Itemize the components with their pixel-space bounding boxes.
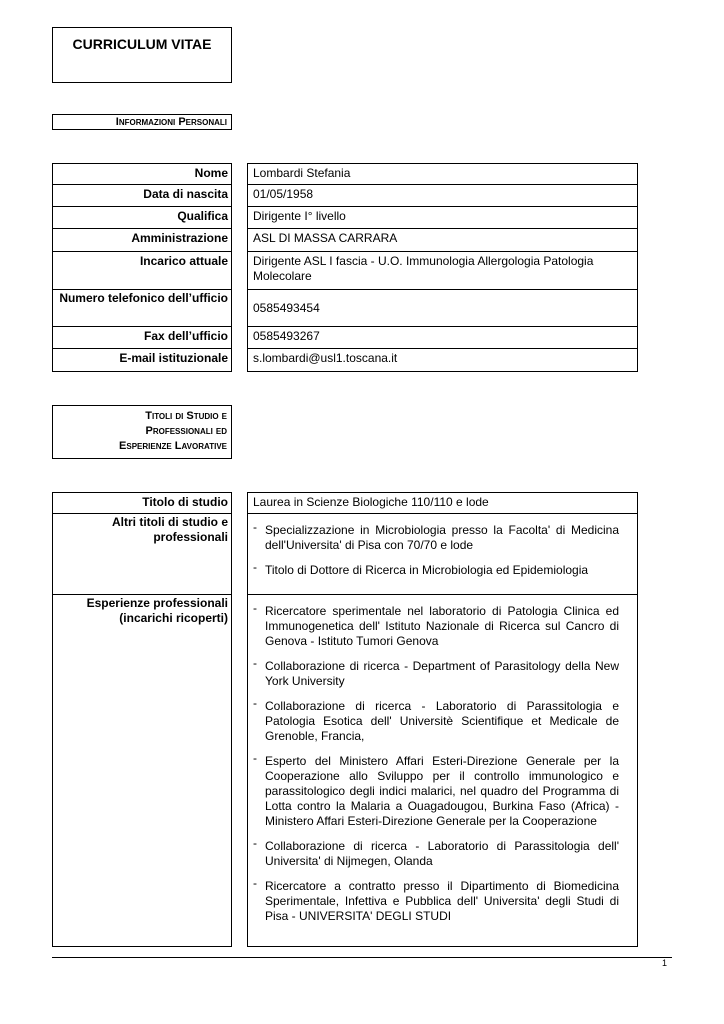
row-value-telefono: 0585493454 [247, 290, 638, 327]
table-row [52, 163, 638, 185]
section-heading-line: Professionali ed [145, 425, 227, 437]
table-row [52, 327, 638, 349]
row-value-qualifica: Dirigente I° livello [247, 207, 638, 229]
row-label-altri-titoli: Altri titoli di studio e professionali [52, 514, 232, 595]
table-row [52, 349, 638, 372]
cv-title-box [52, 27, 232, 83]
row-value-data-nascita: 01/05/1958 [247, 185, 638, 207]
table-row [52, 185, 638, 207]
row-label-fax: Fax dell’ufficio [52, 327, 232, 349]
list-item: - Collaborazione di ricerca - Department of Parasitology della New York University [253, 659, 619, 689]
table-row [52, 514, 638, 595]
row-label-nome: Nome [52, 163, 232, 185]
page-number: 1 [662, 958, 668, 968]
row-label-telefono: Numero telefonico dell’ufficio [52, 290, 232, 327]
section-heading-line: Esperienze Lavorative [119, 440, 227, 452]
table-row [52, 492, 638, 514]
section-heading-personal: Informazioni Personali [52, 114, 232, 130]
row-value-email: s.lombardi@usl1.toscana.it [247, 349, 638, 372]
row-label-titolo-studio: Titolo di studio [52, 492, 232, 514]
row-value-amministrazione: ASL DI MASSA CARRARA [247, 229, 638, 252]
list-item: - Titolo di Dottore di Ricerca in Microbiologia ed Epidemiologia [253, 563, 619, 578]
row-value-incarico: Dirigente ASL I fascia - U.O. Immunologia Allergologia Patologia Molecolare [247, 252, 638, 290]
row-label-incarico: Incarico attuale [52, 252, 232, 290]
table-row [52, 207, 638, 229]
section-heading-titles [52, 405, 232, 459]
table-row [52, 252, 638, 290]
list-item: - Specializzazione in Microbiologia presso la Facolta' di Medicina dell'Universita' di Pisa con 70/70 e lode [253, 523, 619, 553]
row-label-esperienze: Esperienze professionali (incarichi ricoperti) [52, 595, 232, 947]
page-title: CURRICULUM VITAE [72, 36, 212, 52]
table-row [52, 290, 638, 327]
row-label-qualifica: Qualifica [52, 207, 232, 229]
row-value-altri-titoli [247, 514, 638, 595]
row-label-amministrazione: Amministrazione [52, 229, 232, 252]
table-row [52, 229, 638, 252]
footer-divider [52, 957, 672, 958]
row-value-nome: Lombardi Stefania [247, 163, 638, 185]
list-item: - Collaborazione di ricerca - Laboratorio di Parassitologia e Patologia Esotica dell' Universitè Scientifique et Medicale de Grenoble, Francia, [253, 699, 619, 744]
row-value-fax: 0585493267 [247, 327, 638, 349]
section-heading-line: Titoli di Studio e [145, 410, 227, 422]
table-row [52, 595, 638, 947]
row-label-data-nascita: Data di nascita [52, 185, 232, 207]
list-item: - Collaborazione di ricerca - Laboratorio di Parassitologia dell' Universita' di Nijmegen, Olanda [253, 839, 619, 869]
list-item: - Esperto del Ministero Affari Esteri-Direzione Generale per la Cooperazione allo Sviluppo per il controllo immunologico e parassitologico degli indici malarici, nel quadro del Programma di Lotta contro la Malaria a Ouagadougou, Burkina Faso (Africa) - Ministero Affari Esteri-Direzione Generale per la Cooperazione [253, 754, 619, 829]
row-value-esperienze [247, 595, 638, 947]
list-item: - Ricercatore a contratto presso il Dipartimento di Biomedicina Sperimentale, Infettiva e Pubblica dell' Universita' degli Studi di Pisa - UNIVERSITA' DEGLI STUDI [253, 879, 619, 924]
list-item: - Ricercatore sperimentale nel laboratorio di Patologia Clinica ed Immunogenetica dell' Istituto Nazionale di Ricerca sul Cancro di Genova - Istituto Tumori Genova [253, 604, 619, 649]
row-label-email: E-mail istituzionale [52, 349, 232, 372]
row-value-titolo-studio: Laurea in Scienze Biologiche 110/110 e lode [247, 492, 638, 514]
